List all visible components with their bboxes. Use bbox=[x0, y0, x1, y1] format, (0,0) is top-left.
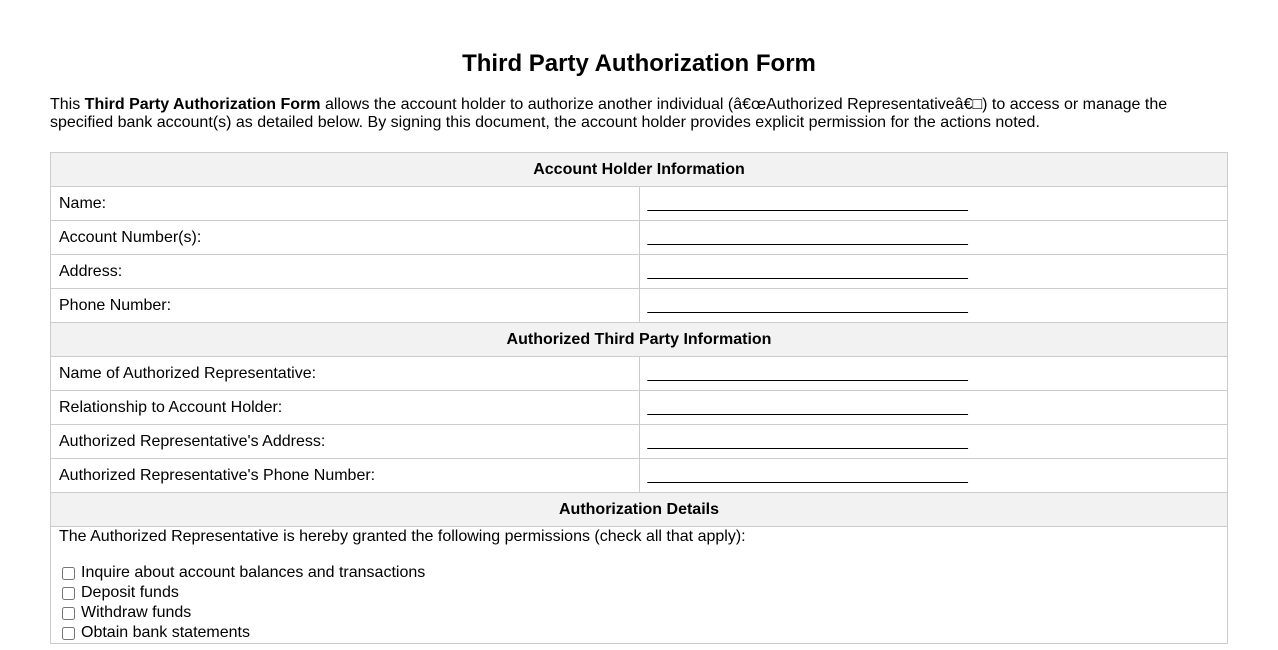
permission-label: Deposit funds bbox=[81, 584, 179, 601]
permission-label: Obtain bank statements bbox=[81, 624, 250, 641]
name-blank-field[interactable]: ____________________________________ bbox=[639, 187, 1228, 221]
permission-label: Inquire about account balances and transactions bbox=[81, 564, 426, 581]
account-holder-heading: Account Holder Information bbox=[51, 153, 1228, 187]
authorization-form-table bbox=[50, 152, 1228, 644]
table-row bbox=[51, 391, 1228, 425]
authorization-details-heading: Authorization Details bbox=[51, 493, 1228, 527]
field-label-address: Address: bbox=[51, 255, 640, 289]
table-row bbox=[51, 527, 1228, 644]
field-label-rep-name: Name of Authorized Representative: bbox=[51, 357, 640, 391]
rep-address-blank-field[interactable]: ____________________________________ bbox=[639, 425, 1228, 459]
account-numbers-blank-field[interactable]: ____________________________________ bbox=[639, 221, 1228, 255]
rep-name-blank-field[interactable]: ____________________________________ bbox=[639, 357, 1228, 391]
table-row bbox=[51, 425, 1228, 459]
table-row bbox=[51, 289, 1228, 323]
field-label-rep-address: Authorized Representative's Address: bbox=[51, 425, 640, 459]
permission-label: Withdraw funds bbox=[81, 604, 192, 621]
page-title: Third Party Authorization Form bbox=[462, 50, 816, 77]
table-row bbox=[51, 221, 1228, 255]
permission-withdraw[interactable] bbox=[59, 603, 1219, 623]
table-row bbox=[51, 357, 1228, 391]
withdraw-checkbox[interactable] bbox=[62, 607, 75, 620]
section-header-row bbox=[51, 323, 1228, 357]
inquire-checkbox[interactable] bbox=[62, 567, 75, 580]
relationship-blank-field[interactable]: ____________________________________ bbox=[639, 391, 1228, 425]
intro-bold-form-name: Third Party Authorization Form bbox=[84, 96, 321, 113]
intro-suffix: allows the account holder to authorize another individual (â€œAuthorized Representativeâ€□) to access or manage the specified bank account(s) as detailed below. By signing this document, the account holder provides explicit permission for the actions noted. bbox=[50, 96, 1168, 131]
permission-statements[interactable] bbox=[59, 623, 1219, 643]
field-label-rep-phone: Authorized Representative's Phone Number: bbox=[51, 459, 640, 493]
field-label-name: Name: bbox=[51, 187, 640, 221]
section-header-row bbox=[51, 153, 1228, 187]
authorization-details-cell bbox=[51, 527, 1228, 644]
deposit-checkbox[interactable] bbox=[62, 587, 75, 600]
permissions-instructions: The Authorized Representative is hereby granted the following permissions (check all that apply): bbox=[59, 528, 746, 545]
statements-checkbox[interactable] bbox=[62, 627, 75, 640]
intro-paragraph bbox=[50, 96, 1228, 132]
permission-deposit[interactable] bbox=[59, 583, 1219, 603]
section-header-row bbox=[51, 493, 1228, 527]
third-party-heading: Authorized Third Party Information bbox=[51, 323, 1228, 357]
table-row bbox=[51, 187, 1228, 221]
permission-inquire[interactable] bbox=[59, 563, 1219, 583]
field-label-relationship: Relationship to Account Holder: bbox=[51, 391, 640, 425]
rep-phone-blank-field[interactable]: ____________________________________ bbox=[639, 459, 1228, 493]
phone-blank-field[interactable]: ____________________________________ bbox=[639, 289, 1228, 323]
table-row bbox=[51, 459, 1228, 493]
address-blank-field[interactable]: ____________________________________ bbox=[639, 255, 1228, 289]
intro-prefix: This bbox=[50, 96, 85, 113]
table-row bbox=[51, 255, 1228, 289]
field-label-account-numbers: Account Number(s): bbox=[51, 221, 640, 255]
field-label-phone: Phone Number: bbox=[51, 289, 640, 323]
